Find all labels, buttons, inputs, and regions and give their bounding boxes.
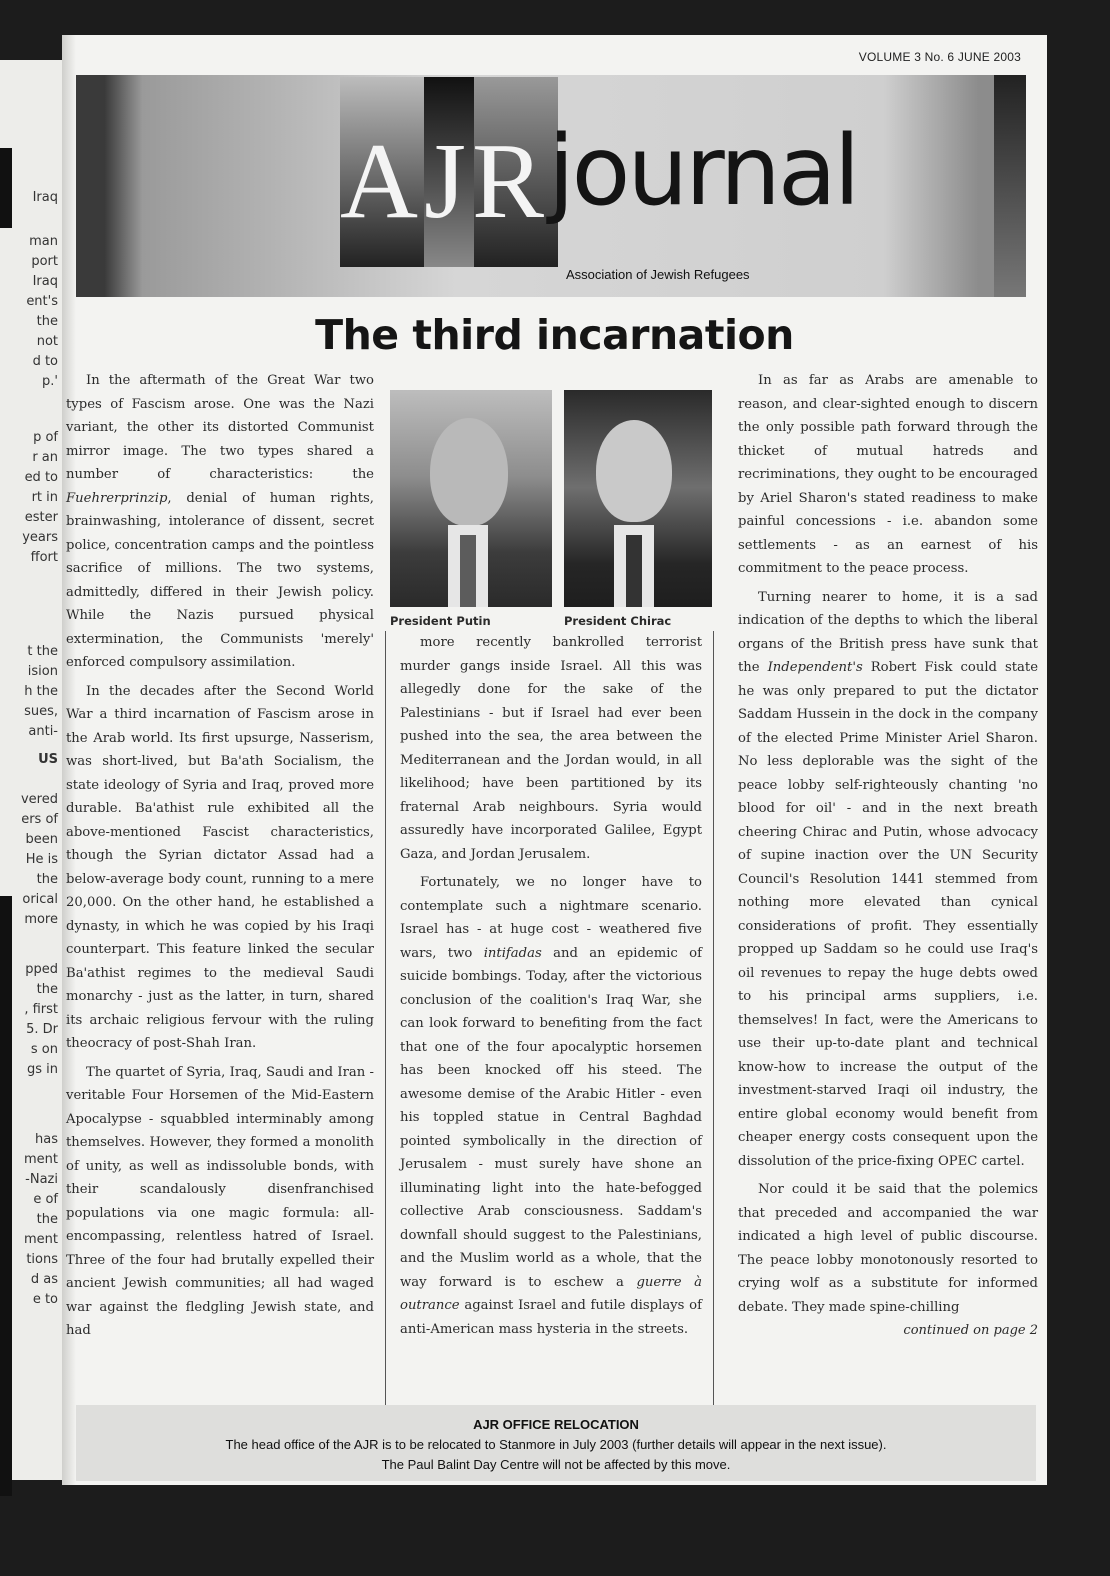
article-headline: The third incarnation <box>315 311 794 359</box>
article-paragraph: Nor could it be said that the polemics that preceded and accompanied the war indicated a high level of public discourse. The peace lobby monotonously resorted to crying wolf as a substitute for informed debate. They made spine-chilling <box>738 1182 1038 1315</box>
fragment-line: pped <box>25 962 58 977</box>
article-paragraph: In the decades after the Second World War a third incarnation of Fascism arose in the Arab world. Its first upsurge, Nasserism, was short-lived, but Ba'ath Socialism, the state ideology of Syria and Iraq, proved more durable. Ba'athist rule exhibited all the above-mentioned Fascist characteristics, though the Syrian dictator Assad had a below-average body count, running to a mere 20,000. On the other hand, he established a dynasty, in which he was copied by his Iraqi counterpart. This feature linked the secular Ba'athist regimes to the medieval Saudi monarchy - just as the latter, in turn, shared its archaic religious fervour with the ruling theocracy of post-Shah Iran. <box>66 683 374 1051</box>
photo-president-chirac <box>564 390 712 607</box>
article-paragraph: In as far as Arabs are amenable to reason, and clear-sighted enough to discern the only possible path forward through the thicket of mutual hatreds and recriminations, they ought to be encouraged by Ariel Sharon's stated readiness to make painful concessions - i.e. abandon some settlements - as an earnest of his commitment to the peace process. <box>738 373 1038 576</box>
photo-president-putin <box>390 390 552 607</box>
portrait-face <box>596 420 672 522</box>
fragment-lines <box>22 428 58 568</box>
photo-caption: President Chirac <box>564 614 672 628</box>
fragment-line: He is <box>25 852 58 867</box>
fragment-line: 5. Dr <box>26 1022 58 1037</box>
notice-title: AJR OFFICE RELOCATION <box>473 1417 639 1432</box>
relocation-notice <box>76 1405 1036 1481</box>
fragment-line: vered <box>20 792 58 807</box>
fragment-line: years <box>22 530 58 545</box>
fragment-line: e of <box>33 1192 58 1207</box>
fragment-line: ment <box>24 1232 58 1247</box>
fragment-line: ed to <box>24 470 58 485</box>
fragment-lines <box>33 188 58 208</box>
fragment-line: ment <box>24 1152 58 1167</box>
fragment-line: ester <box>24 510 58 525</box>
fragment-line: been <box>25 832 58 847</box>
journal-page <box>62 35 1047 1485</box>
fragment-line: gs in <box>26 1062 58 1077</box>
fragment-line: Iraq <box>32 274 58 289</box>
article-paragraph: Turning nearer to home, it is a sad indication of the depths to which the liberal organs of the British press have sunk that the Independent's Robert Fisk could state he was only prepared to put the dictator Saddam Hussein in the dock in the company of the elected Prime Minister Ariel Sharon. No less deplorable was the sight of the peace lobby self-righteously chanting 'no blood for oil' - and in the next breath cheering Chirac and Putin, whose advocacy of supine inaction over the UN Security Council's Resolution 1441 stemmed from nothing more elevated than cynical considerations of profit. They essentially propped up Saddam so he could use Iraq's oil revenues to repay the huge debts owed to his principal arms suppliers, i.e. themselves! In fact, were the Americans to use their up-to-date plant and technical know-how to increase the output of the investment-starved Iraqi oil industry, the entire global economy would benefit from cheaper energy costs consequent upon the dissolution of the price-fixing OPEC cartel. <box>738 589 1039 1169</box>
column-3-body <box>738 369 1038 1319</box>
fragment-line: r an <box>32 450 58 465</box>
fragment-line: Iraq <box>32 190 58 205</box>
fragment-line: e to <box>32 1292 58 1307</box>
fragment-lines <box>24 960 58 1080</box>
notice-text: The head office of the AJR is to be relocated to Stanmore in July 2003 (further details will appear in the next issue). <box>225 1437 887 1452</box>
fragment-line: port <box>31 254 58 269</box>
article-paragraph: In the aftermath of the Great War two types of Fascism arose. One was the Nazi variant, the other its distorted Communist mirror image. The two types shared a number of characteristics: the Fuehrerprinzip, denial of human rights, brainwashing, intolerance of dissent, secret police, concentration camps and the pointless sacrifice of millions. The two systems, admittedly, differed in their Jewish policy. While the Nazis pursued physical extermination, the Communists 'merely' enforced compulsory assimilation. <box>66 373 374 670</box>
fragment-subhead: US <box>38 752 58 767</box>
fragment-line: the <box>36 314 58 329</box>
fragment-line: the <box>36 872 58 887</box>
article-column-2 <box>400 631 702 1341</box>
fragment-line: d to <box>32 354 58 369</box>
fragment-line: not <box>36 334 58 349</box>
article-paragraph: more recently bankrolled terrorist murder gangs inside Israel. All this was allegedly done for the sake of the Palestinians - but if Israel had ever been pushed into the sea, the area between the Mediterranean and the Jordan would, in all likelihood; have been partitioned by its fraternal Arab neighbours. Syria would assuredly have incorporated Galilee, Egypt Gaza, and Jordan Jerusalem. <box>400 635 702 862</box>
fragment-line: ers of <box>21 812 58 827</box>
column-rule <box>713 631 714 1416</box>
fragment-line: h the <box>24 684 58 699</box>
logo-word: journal <box>548 115 858 227</box>
notice-text: The Paul Balint Day Centre will not be affected by this move. <box>381 1457 731 1472</box>
fragment-line: t the <box>27 644 58 659</box>
fragment-line: sues, <box>24 704 58 719</box>
fragment-line: -Nazi <box>25 1172 58 1187</box>
previous-page-dark-band <box>0 148 12 228</box>
fragment-line: p of <box>33 430 58 445</box>
fragment-line: rt in <box>31 490 58 505</box>
fragment-lines <box>21 790 58 930</box>
article-paragraph: The quartet of Syria, Iraq, Saudi and Iran - veritable Four Horsemen of the Mid-Eastern Apocalypse - squabbled interminably among themselves. However, they formed a monolith of unity, as well as indissoluble bonds, with their scandalously disenfranchised populations via one magic formula: all-encompassing, relentless hatred of Israel. Three of the four had brutally expelled their ancient Jewish communities; all had waged war against the fledgling Jewish state, and had <box>66 1064 374 1338</box>
fragment-line: more <box>24 912 58 927</box>
portrait-tie <box>626 535 642 607</box>
logo-letters: AJR <box>340 122 551 241</box>
fragment-lines <box>24 642 58 742</box>
fragment-line: ent's <box>26 294 58 309</box>
fragment-line: tions <box>26 1252 58 1267</box>
fragment-line: p.' <box>42 374 58 389</box>
fragment-line: man <box>29 234 58 249</box>
fragment-line: , first <box>24 1002 58 1017</box>
fragment-line: d as <box>30 1272 58 1287</box>
logo-subtitle: Association of Jewish Refugees <box>566 267 750 282</box>
portrait-face <box>430 418 508 526</box>
column-rule <box>385 631 386 1416</box>
fragment-line: the <box>36 982 58 997</box>
continued-link[interactable]: continued on page 2 <box>903 1323 1038 1338</box>
previous-page-dark-band <box>0 896 12 1496</box>
fragment-lines <box>24 1130 58 1310</box>
photo-caption: President Putin <box>390 614 491 628</box>
fragment-line: has <box>35 1132 58 1147</box>
fragment-line: ffort <box>30 550 58 565</box>
fragment-lines <box>26 232 58 392</box>
fragment-line: ision <box>27 664 58 679</box>
issue-volume: VOLUME 3 No. 6 JUNE 2003 <box>858 50 1021 64</box>
masthead-right-bar <box>994 75 1026 297</box>
article-paragraph: Fortunately, we no longer have to contemplate such a nightmare scenario. Israel has - at huge cost - weathered five wars, two intifadas and an epidemic of suicide bombings. Today, after the victorious conclusion of the coalition's Iraq War, she can look forward to benefiting from the fact that one of the four apocalyptic horsemen has been knocked off his steed. The awesome demise of the Arabic Hitler - even his toppled statue in Central Baghdad pointed symbolically in the direction of Jerusalem - must surely have shone an illuminating light into the hate-befogged collective Arab consciousness. Saddam's downfall should suggest to the Palestinians, and the Muslim world as a whole, that the way forward is to eschew a guerre à outrance against Israel and futile displays of anti-American mass hysteria in the streets. <box>400 875 703 1337</box>
article-column-3 <box>738 369 1038 1343</box>
fragment-line: s on <box>30 1042 58 1057</box>
fragment-line: the <box>36 1212 58 1227</box>
fragment-line: orical <box>22 892 58 907</box>
fragment-line: anti- <box>28 724 58 739</box>
masthead <box>76 75 1026 297</box>
portrait-tie <box>460 535 476 607</box>
article-column-1 <box>66 369 374 1343</box>
previous-page-fragment <box>0 60 62 1480</box>
